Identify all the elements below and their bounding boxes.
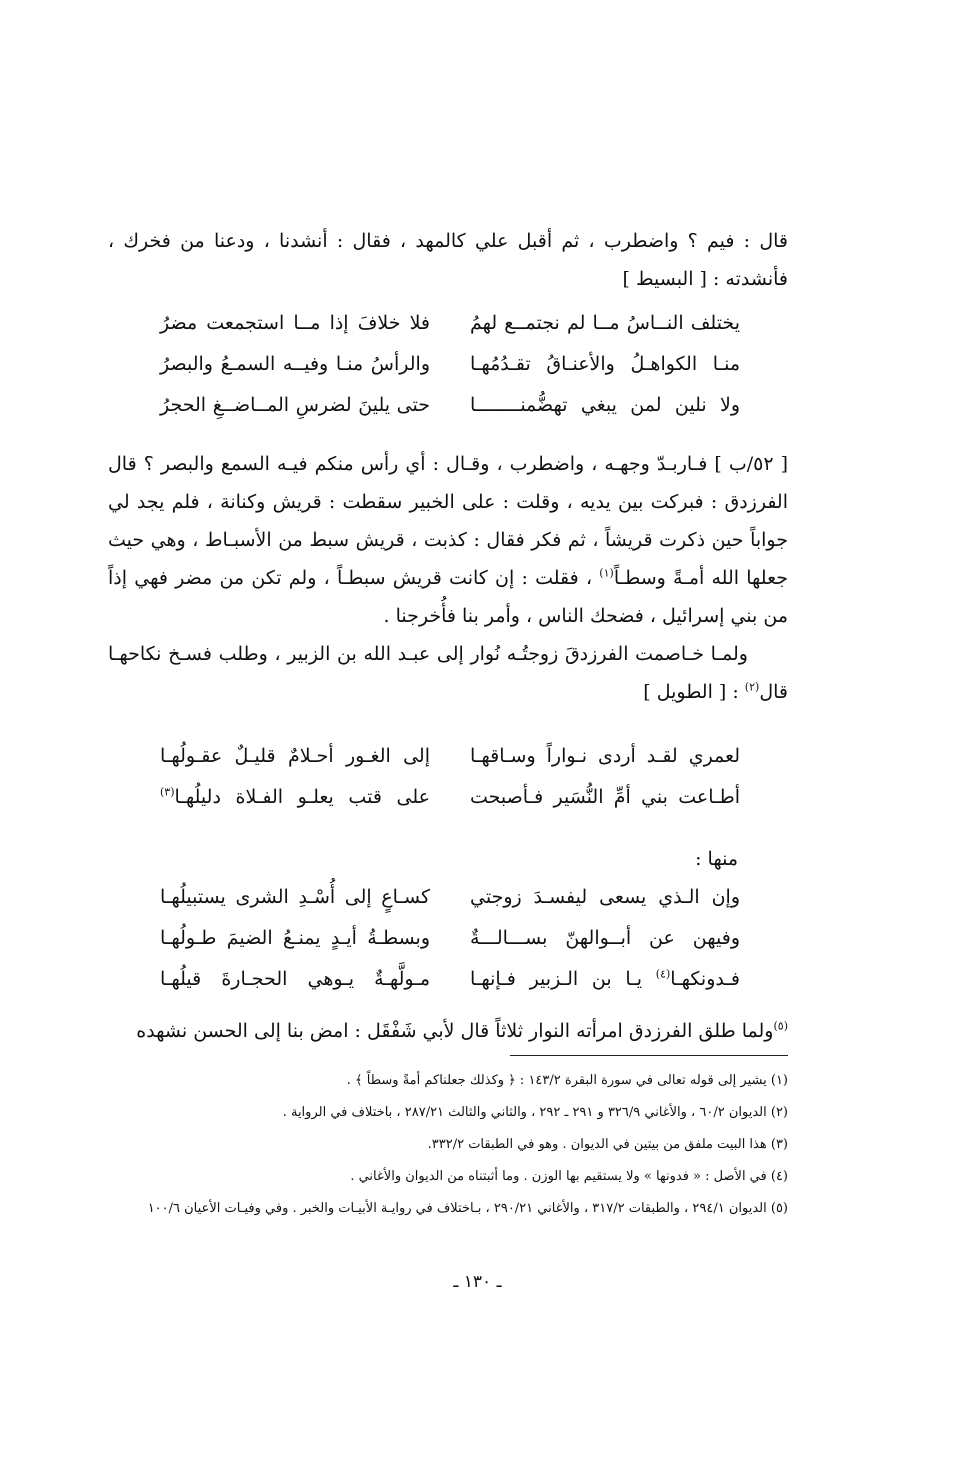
paragraph-main: [108, 445, 788, 711]
paragraph-2: [108, 445, 788, 635]
verse-first-hemistich: يختلف النــاسُ مــا لم نجتمــع لهمُ: [470, 312, 740, 334]
verse-first-hemistich: ولا نلين لمن يبغي تهضُّمنــــــــا: [470, 394, 740, 416]
verse-line: [160, 968, 740, 1009]
verse-second-hemistich: إلى الغـور أحـلامٌ قليـلٌ عقـولُهـا: [160, 745, 430, 767]
paragraph-intro: [108, 222, 788, 298]
minha-label: منها :: [695, 848, 738, 870]
poem-basit: [160, 312, 740, 435]
verse-second-hemistich: وبسطـةُ أيـدٍ يمنـعُ الضيمَ طـولُهـا: [160, 927, 430, 949]
verse-second-hemistich: مـولَّهـةٌ يـوهي الحجـارةَ قيلُهـا: [160, 968, 430, 990]
verse-first-hemistich-text-end: يـا بن الـزبير فـإنهـا: [470, 968, 656, 990]
verse-second-hemistich: [160, 786, 430, 808]
paragraph-4-text: ولما طلق الفرزدق امرأته النوار ثلاثاً قال لأبي شَفْقَل : امض بنا إلى الحسن نشهده: [136, 1020, 774, 1042]
poem-tawil: [160, 745, 740, 827]
verse-first-hemistich: منـا الكواهـلُ والأعنـاقُ تقـدُمُهـا: [470, 353, 740, 375]
footnote-separator: [510, 1055, 788, 1056]
minha-block: [108, 840, 788, 878]
footnote-mark: (٤): [655, 967, 671, 981]
verse-first-hemistich: وفيهن عن أبــوالهنّ بســـالـــةٌ: [470, 927, 740, 949]
verse-second-hemistich: كسـاعٍ إلى أُسْـدِ الشرى يستبيلُهـا: [160, 886, 430, 908]
footnote: (٢) الديوان ٦٠/٢ ، والأغاني ٣٢٦/٩ و ٢٩١ ـ ٢٩٢ ، والثاني والثالث ٢٨٧/٢١ ، باختلاف في الرواية .: [282, 1105, 788, 1120]
paragraph-1: قال : فيم ؟ واضطرب ، ثم أقبل علي كالمهد ، فقال : أنشدنا ، ودعنا من فخرك ، فأنشدته : [ البسيط ]: [108, 230, 788, 290]
verse-line: [160, 786, 740, 827]
verse-first-hemistich: لعمري لقـد أردى نـواراً وسـاقهـا: [470, 745, 740, 767]
verse-first-hemistich-text: فـدونكهـا: [670, 968, 740, 990]
verse-line: [160, 353, 740, 394]
poem-tawil-excerpt: [160, 886, 740, 1009]
verse-line: [160, 886, 740, 927]
footnote-mark: (١): [599, 566, 614, 580]
verse-line: [160, 312, 740, 353]
paragraph-2-text-end: ، فقلت : إن كانت قريش سبطـاً ، ولم تكن من مضر فهي إذاً من بني إسرائيل ، فضحك الناس ، وأمر بنا فأُخرجنا .: [108, 567, 788, 627]
verse-first-hemistich: أطـاعت بني أمِّ النُّسَير فـأصبحت: [470, 786, 740, 808]
paragraph-3-text: ولمـا خـاصمت الفرزدقَ زوجتُـه نُوار إلى عبـد الله بن الزبير ، وطلب فسـخ نكاحهـا قال: [108, 643, 788, 703]
verse-second-hemistich: فلا خلافَ إذا مــا استجمعت مضرُ: [160, 312, 430, 334]
paragraph-3: [108, 635, 788, 711]
page-number: ـ ١٣٠ ـ: [453, 1272, 502, 1292]
footnote: (٥) الديوان ٢٩٤/١ ، والطبقات ٣١٧/٢ ، والأغاني ٢٩٠/٢١ ، بـاختلاف في روايـة الأبيـات والخبر . وفي وفيـات الأعيان ١٠٠/٦: [147, 1201, 788, 1216]
paragraph-closing: [108, 1012, 788, 1050]
paragraph-2-text: [ ٥٢/ب ] فـاربـدّ وجهـه ، واضطرب ، وقـال : أي رأس منكم فيـه السمع والبصر ؟ قال الفرزدق : فبركت بين يديه ، وقلت : على الخبير سقطت : قريش وكنانة ، فلم يجد لي جواباً حين ذكرت قريشاً ، ثم فكر فقال : كذبت ، قريش سبط من الأسبـاط ، وهي حيث جعلها الله أمـةً وسطـاً: [108, 453, 789, 589]
footnote-mark: (٥): [773, 1019, 788, 1033]
paragraph-4: [108, 1012, 788, 1050]
footnote-mark: (٢): [744, 680, 760, 694]
verse-first-hemistich: [470, 968, 740, 990]
paragraph-3-text-end: : [ الطويل ]: [643, 681, 745, 703]
verse-second-hemistich-text: على قتب يعلـو الفـلاة دليلُهـا: [174, 786, 430, 808]
footnotes: [108, 1065, 788, 1225]
verse-second-hemistich: والرأسُ منـا وفيــه السمـعُ والبصرُ: [160, 353, 430, 375]
verse-line: [160, 745, 740, 786]
footnote-mark: (٣): [160, 785, 175, 799]
footnote: (١) يشير إلى قوله تعالى في سورة البقرة ١٤٣/٢ : ﴿ وكذلك جعلناكم أمةً وسطاً ﴾ .: [346, 1073, 788, 1088]
footnote: (٤) في الأصل : « فدونها » ولا يستقيم بها الوزن . وما أثبتناه من الديوان والأغاني .: [350, 1169, 788, 1184]
verse-second-hemistich: حتى يلينَ لضرسِ المــاضــغِ الحجرُ: [160, 394, 430, 416]
verse-line: [160, 927, 740, 968]
verse-first-hemistich: وإن الـذي يسعى ليفسـدَ زوجتي: [470, 886, 740, 908]
verse-line: [160, 394, 740, 435]
footnote: (٣) هذا البيت ملفق من بيتين في الديوان . وهو في الطبقات ٣٣٢/٢.: [427, 1137, 788, 1152]
